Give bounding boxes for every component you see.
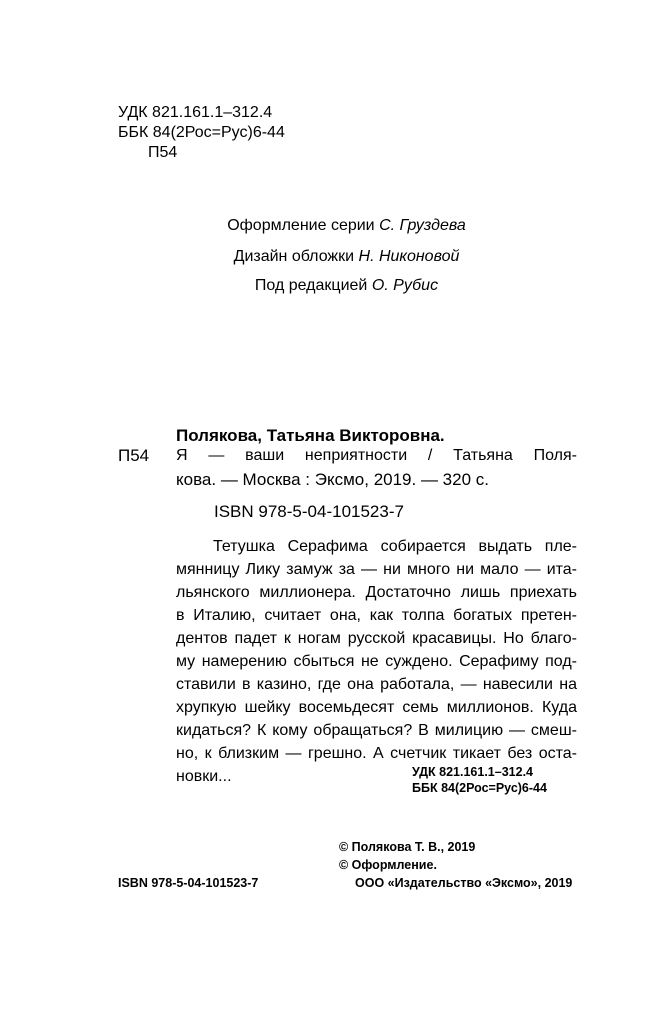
annotation-line: но, к близким — грешно. А счетчик тикает без оста- bbox=[176, 745, 577, 762]
catalog-isbn: ISBN 978-5-04-101523-7 bbox=[214, 502, 404, 521]
annotation-line: му намерению сбыться не суждено. Серафиму под- bbox=[176, 653, 577, 670]
credit-role: Дизайн обложки bbox=[233, 248, 355, 265]
annotation-line: хрупкую шейку восемьдесят семь миллионов. Куда bbox=[176, 699, 577, 716]
credit-role: Оформление серии bbox=[227, 217, 375, 234]
annotation-line: ставили в казино, где она работала, — навесили на bbox=[176, 676, 577, 693]
catalog-title-line: Я — ваши неприятности / Татьяна Поля- bbox=[176, 447, 577, 464]
credit-name: О. Рубис bbox=[371, 277, 439, 294]
annotation-line: дентов падет к ногам русской красавицы. Но благо- bbox=[176, 630, 577, 647]
udk-code: УДК 821.161.1–312.4 bbox=[118, 104, 273, 121]
annotation-line: кидаться? К кому обращаться? В милицию — смеш- bbox=[176, 722, 577, 739]
annotation-line: в Италию, считает она, как толпа богатых претен- bbox=[176, 607, 577, 624]
credit-name: Н. Никоновой bbox=[358, 248, 460, 265]
annotation-line: новки... bbox=[176, 768, 232, 785]
editor-credit bbox=[0, 276, 661, 296]
series-design-credit bbox=[0, 216, 661, 236]
footer-udk: УДК 821.161.1–312.4 bbox=[412, 765, 533, 779]
catalog-author: Полякова, Татьяна Викторовна. bbox=[176, 426, 445, 445]
author-sign: П54 bbox=[148, 144, 178, 161]
footer-isbn: ISBN 978-5-04-101523-7 bbox=[118, 876, 259, 890]
catalog-author-sign: П54 bbox=[118, 446, 150, 465]
cover-design-credit bbox=[0, 247, 661, 267]
bbk-code: ББК 84(2Рос=Рус)6-44 bbox=[118, 124, 285, 141]
annotation-line: Тетушка Серафима собирается выдать пле- bbox=[213, 538, 577, 555]
annotation-line: мянницу Лику замуж за — ни много ни мало — ита- bbox=[176, 561, 577, 578]
copyright-publisher: ООО «Издательство «Эксмо», 2019 bbox=[355, 876, 573, 890]
annotation-line: льянского миллионера. Достаточно лишь приехать bbox=[176, 584, 577, 601]
copyright-author: © Полякова Т. В., 2019 bbox=[339, 840, 476, 854]
copyright-design: © Оформление. bbox=[339, 858, 437, 872]
footer-bbk: ББК 84(2Рос=Рус)6-44 bbox=[412, 781, 547, 795]
credit-role: Под редакцией bbox=[254, 277, 368, 294]
catalog-imprint-line: кова. — Москва : Эксмо, 2019. — 320 с. bbox=[176, 470, 489, 489]
credit-name: С. Груздева bbox=[379, 217, 466, 234]
